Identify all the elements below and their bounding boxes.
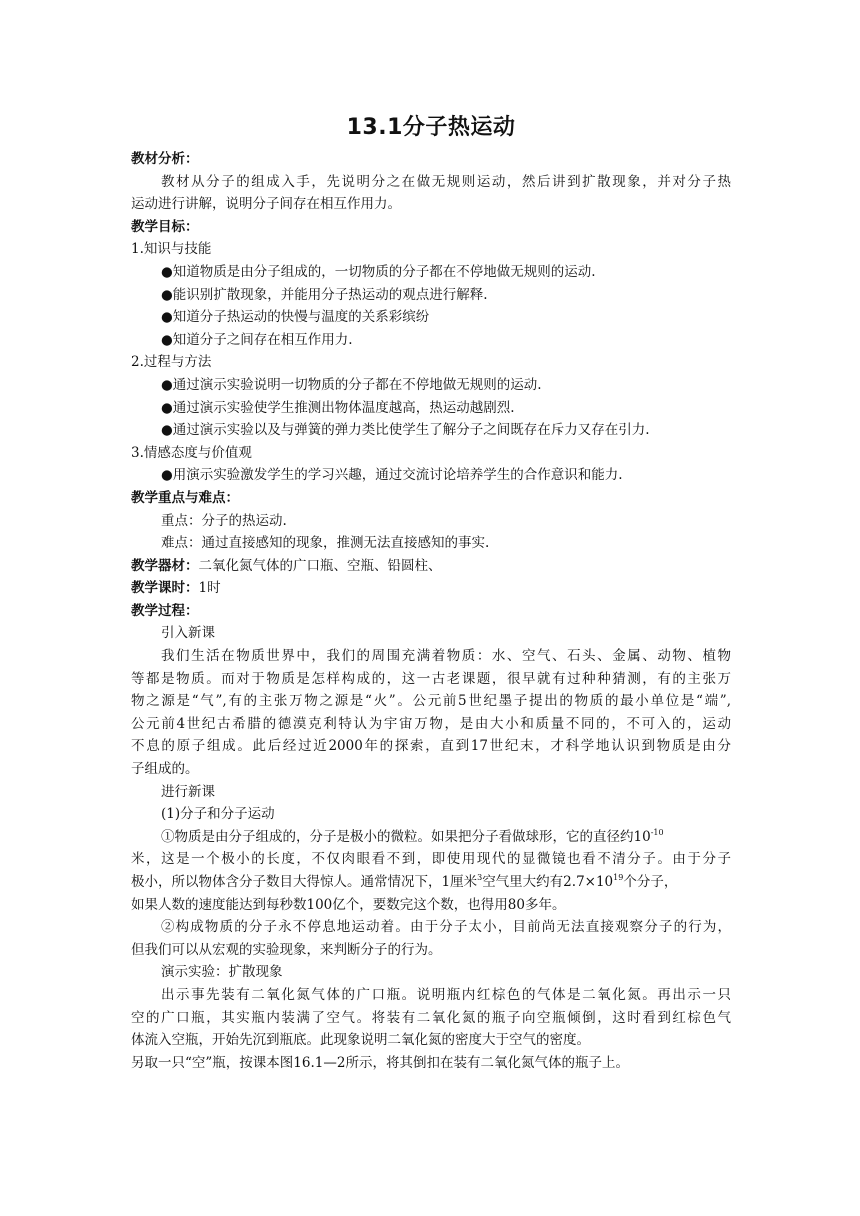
paragraph-line: 出示事先装有二氧化氮气体的广口瓶。说明瓶内红棕色的气体是二氧化氮。再出示一只: [161, 986, 731, 1003]
section-heading-process: 教学过程：: [131, 602, 199, 619]
paragraph-line: 不息的原子组成。此后经过近2000年的探索，直到17世纪末，才科学地认识到物质是由分: [131, 738, 731, 755]
section-heading-keypoints: 教学重点与难点：: [131, 489, 239, 506]
paragraph-line: 但我们可以从宏观的实验现象，来判断分子的行为。: [131, 941, 442, 958]
hours-value: 1时: [198, 580, 221, 597]
exponent: 3: [477, 873, 483, 882]
paragraph-line: 我们生活在物质世界中，我们的周围充满着物质：水、空气、石头、金属、动物、植物: [161, 648, 731, 665]
paragraph-line: 公元前4世纪古希腊的德漠克利特认为宇宙万物，是由大小和质量不同的，不可入的，运动: [131, 715, 731, 732]
subsection-title: 进行新课: [161, 783, 215, 800]
bullet-item: ●通过演示实验以及与弹簧的弹力类比使学生了解分子之间既存在斥力又存在引力.: [161, 422, 650, 439]
hours-line: [131, 577, 731, 600]
hours-label: 教学课时：: [131, 580, 199, 597]
subsection-title: 引入新课: [161, 625, 215, 642]
bullet-item: ●知道物质是由分子组成的，一切物质的分子都在不停地做无规则的运动.: [161, 263, 596, 280]
paragraph-line: 等都是物质。而对于物质是怎样构成的，这一古老课题，很早就有过种种猜测，有的主张万: [131, 670, 731, 687]
bullet-item: ●知道分子之间存在相互作用力.: [161, 331, 353, 348]
paragraph-line: 米，这是一个极小的长度，不仅肉眼看不到，即使用现代的显微镜也看不清分子。由于分子: [131, 851, 731, 868]
paragraph-line: 如果人数的速度能达到每秒数100亿个，要数完这个数，也得用80多年。: [131, 896, 566, 913]
paragraph-line: 另取一只“空”瓶，按课本图16.1—2所示，将其倒扣在装有二氧化氮气体的瓶子上。: [131, 1054, 629, 1071]
paragraph-line: 子组成的。: [131, 761, 199, 778]
exponent: 19: [613, 873, 624, 882]
bullet-item: ●通过演示实验说明一切物质的分子都在不停地做无规则的运动.: [161, 376, 542, 393]
bullet-item: ●知道分子热运动的快慢与温度的关系彩缤纷: [161, 309, 430, 326]
paragraph-line: 教材从分子的组成入手，先说明分之在做无规则运动，然后讲到扩散现象，并对分子热: [161, 173, 731, 190]
keypoint-key: 重点：分子的热运动.: [161, 512, 287, 529]
subsection-title: 演示实验：扩散现象: [161, 964, 283, 981]
keypoint-difficult: 难点：通过直接感知的现象，推测无法直接感知的事实.: [161, 535, 490, 552]
section-heading-analysis: 教材分析：: [131, 151, 199, 167]
exponent: -10: [650, 827, 664, 837]
text-run: 空气里大约有2.7×10: [482, 874, 614, 890]
paragraph-line: ②构成物质的分子永不停息地运动着。由于分子太小，目前尚无法直接观察分子的行为，: [161, 919, 731, 936]
equipment-label: 教学器材：: [131, 557, 199, 574]
subsection-title: 3.情感态度与价值观: [131, 444, 252, 461]
paragraph-line: 空的广口瓶，其实瓶内装满了空气。将装有二氧化氮的瓶子向空瓶倾倒，这时看到红棕色气: [131, 1009, 731, 1026]
subsection-title: 1.知识与技能: [131, 241, 212, 258]
equipment-value: 二氧化氮气体的广口瓶、空瓶、铅圆柱、: [198, 557, 442, 574]
document-page: [131, 112, 731, 1074]
paragraph-line: [131, 826, 731, 849]
paragraph-line: 物之源是“气”,有的主张万物之源是“火”。公元前5世纪墨子提出的物质的最小单位是“端”,: [131, 693, 731, 710]
text-run: ①物质是由分子组成的，分子是极小的微粒。如果把分子看做球形，它的直径约10: [161, 828, 651, 845]
paragraph-line: 运动进行讲解，说明分子间存在相互作用力。: [131, 196, 401, 213]
section-heading-goals: 教学目标：: [131, 218, 199, 235]
paragraph-line: 体流入空瓶，开始先沉到瓶底。此现象说明二氧化氮的密度大于空气的密度。: [131, 1032, 590, 1049]
text-run: 个分子，: [623, 874, 678, 890]
bullet-item: ●用演示实验激发学生的学习兴趣，通过交流讨论培养学生的合作意识和能力.: [161, 467, 623, 484]
bullet-item: ●能识别扩散现象，并能用分子热运动的观点进行解释.: [161, 286, 488, 303]
equipment-line: [131, 555, 731, 578]
subsection-title: 2.过程与方法: [131, 354, 212, 371]
paragraph-line: [131, 871, 731, 894]
text-run: 极小，所以物体含分子数目大得惊人。通常情况下，1厘米: [131, 874, 478, 890]
bullet-item: ●通过演示实验使学生推测出物体温度越高，热运动越剧烈.: [161, 399, 515, 416]
subsection-title: (1)分子和分子运动: [161, 806, 275, 823]
document-title: 13.1分子热运动: [346, 115, 516, 140]
